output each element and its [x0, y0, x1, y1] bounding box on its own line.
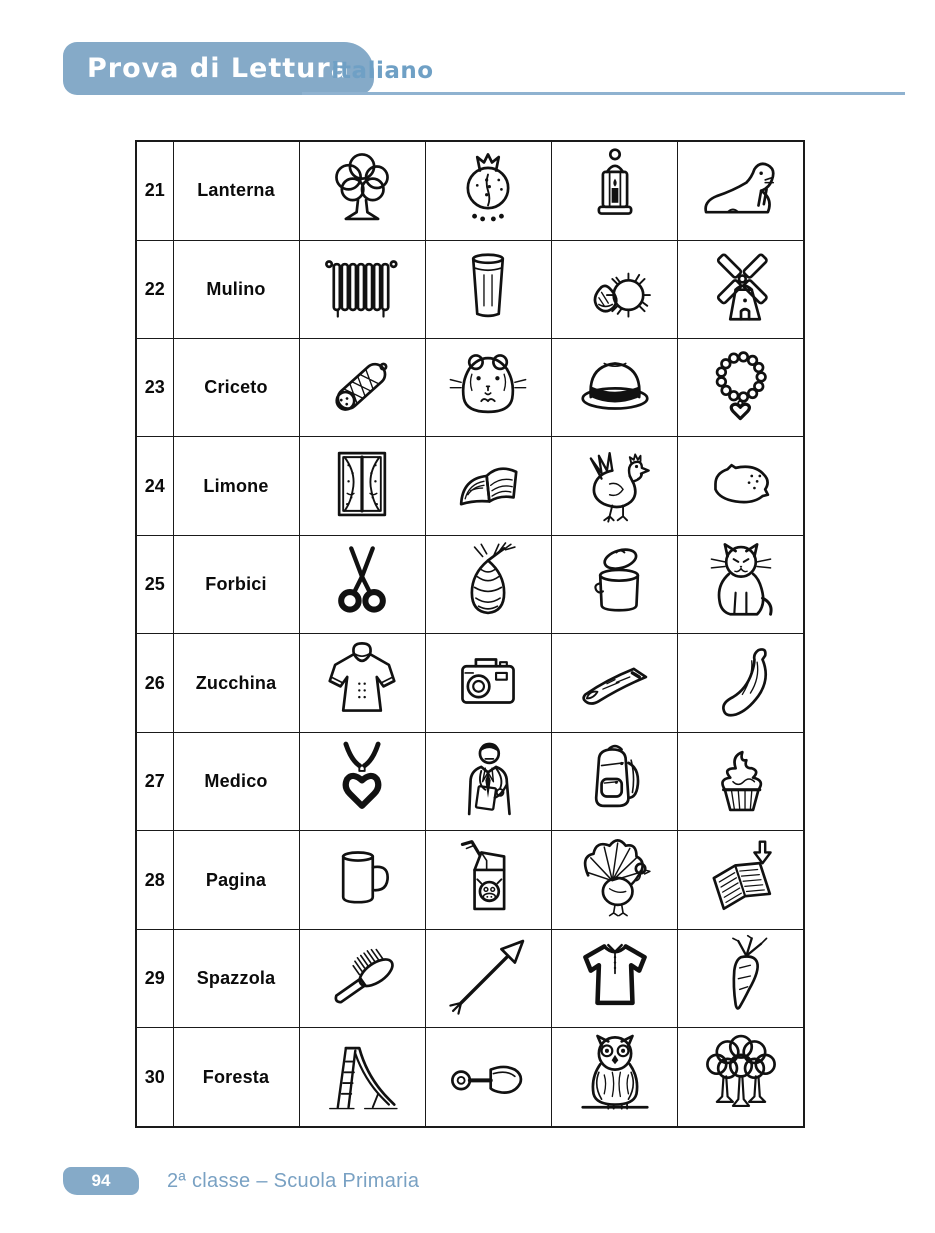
- option-cell[interactable]: [425, 141, 551, 240]
- target-word: Limone: [173, 437, 299, 535]
- lemon-icon: [698, 441, 784, 527]
- option-cell[interactable]: [552, 732, 678, 830]
- option-cell[interactable]: [678, 240, 804, 338]
- table-row: [136, 929, 804, 1027]
- footer-caption: 2ª classe – Scuola Primaria: [167, 1170, 420, 1192]
- option-cell[interactable]: [299, 1028, 425, 1127]
- option-cell[interactable]: [678, 1028, 804, 1127]
- necklace-icon: [698, 342, 784, 428]
- option-cell[interactable]: [425, 339, 551, 437]
- walrus-icon: [698, 145, 784, 231]
- hairbrush-icon: [319, 933, 405, 1019]
- option-cell[interactable]: [425, 535, 551, 633]
- hat-icon: [572, 342, 658, 428]
- option-cell[interactable]: [299, 732, 425, 830]
- radiator-icon: [319, 244, 405, 330]
- carrot-icon: [698, 933, 784, 1019]
- turkey-icon: [572, 835, 658, 921]
- target-word: Criceto: [173, 339, 299, 437]
- target-word: Medico: [173, 732, 299, 830]
- polo-shirt-icon: [572, 933, 658, 1019]
- option-cell[interactable]: [678, 634, 804, 732]
- table-row: [136, 240, 804, 338]
- page-number: 94: [91, 1171, 111, 1190]
- heart-necklace-icon: [319, 736, 405, 822]
- scissors-icon: [319, 539, 405, 625]
- lantern-icon: [572, 145, 658, 231]
- target-word: Forbici: [173, 535, 299, 633]
- option-cell[interactable]: [425, 732, 551, 830]
- row-number: 24: [136, 437, 173, 535]
- target-word: Zucchina: [173, 634, 299, 732]
- option-cell[interactable]: [678, 535, 804, 633]
- option-cell[interactable]: [299, 929, 425, 1027]
- table-row: [136, 831, 804, 929]
- row-number: 29: [136, 929, 173, 1027]
- glass-icon: [445, 244, 531, 330]
- option-cell[interactable]: [299, 141, 425, 240]
- pinecone-icon: [445, 539, 531, 625]
- option-cell[interactable]: [552, 535, 678, 633]
- table-row: [136, 1028, 804, 1127]
- table-row: [136, 535, 804, 633]
- page-title: Prova di Lettura: [87, 53, 350, 84]
- target-word: Foresta: [173, 1028, 299, 1127]
- row-number: 21: [136, 141, 173, 240]
- option-cell[interactable]: [678, 929, 804, 1027]
- option-cell[interactable]: [299, 634, 425, 732]
- target-word: Mulino: [173, 240, 299, 338]
- option-cell[interactable]: [552, 339, 678, 437]
- option-cell[interactable]: [425, 240, 551, 338]
- tree-icon: [319, 145, 405, 231]
- row-number: 27: [136, 732, 173, 830]
- zucchini-icon: [698, 638, 784, 724]
- forest-icon: [698, 1032, 784, 1118]
- option-cell[interactable]: [552, 831, 678, 929]
- option-cell[interactable]: [299, 831, 425, 929]
- option-cell[interactable]: [552, 240, 678, 338]
- option-cell[interactable]: [299, 535, 425, 633]
- page-title-badge: [63, 42, 374, 95]
- target-word: Spazzola: [173, 929, 299, 1027]
- picture-table: [135, 140, 805, 1128]
- picture-table-body: [136, 141, 804, 1127]
- milk-carton-icon: [445, 835, 531, 921]
- option-cell[interactable]: [678, 437, 804, 535]
- option-cell[interactable]: [678, 831, 804, 929]
- table-row: [136, 634, 804, 732]
- option-cell[interactable]: [678, 339, 804, 437]
- open-book-icon: [445, 441, 531, 527]
- option-cell[interactable]: [678, 141, 804, 240]
- option-cell[interactable]: [425, 437, 551, 535]
- table-row: [136, 339, 804, 437]
- backpack-icon: [572, 736, 658, 822]
- windmill-icon: [698, 244, 784, 330]
- raincoat-icon: [319, 638, 405, 724]
- shovel-icon: [445, 1032, 531, 1118]
- row-number: 25: [136, 535, 173, 633]
- hamster-icon: [445, 342, 531, 428]
- target-word: Pagina: [173, 831, 299, 929]
- slide-icon: [319, 1032, 405, 1118]
- camera-icon: [445, 638, 531, 724]
- chestnuts-icon: [572, 244, 658, 330]
- newspaper-icon: [572, 638, 658, 724]
- option-cell[interactable]: [425, 1028, 551, 1127]
- option-cell[interactable]: [425, 831, 551, 929]
- table-row: [136, 141, 804, 240]
- subject-label: Italiano: [331, 58, 434, 84]
- doctor-icon: [445, 736, 531, 822]
- kitten-icon: [698, 539, 784, 625]
- pomegranate-icon: [445, 145, 531, 231]
- table-row: [136, 437, 804, 535]
- page-number-badge: [63, 1167, 139, 1195]
- arrow-icon: [445, 933, 531, 1019]
- cupcake-icon: [698, 736, 784, 822]
- mug-icon: [319, 835, 405, 921]
- table-row: [136, 732, 804, 830]
- header-rule: [302, 92, 905, 95]
- salami-icon: [319, 342, 405, 428]
- option-cell[interactable]: [552, 141, 678, 240]
- option-cell[interactable]: [425, 929, 551, 1027]
- option-cell[interactable]: [552, 634, 678, 732]
- option-cell[interactable]: [552, 929, 678, 1027]
- option-cell[interactable]: [678, 732, 804, 830]
- row-number: 23: [136, 339, 173, 437]
- pot-icon: [572, 539, 658, 625]
- row-number: 22: [136, 240, 173, 338]
- row-number: 30: [136, 1028, 173, 1127]
- book-page-arrow-icon: [698, 835, 784, 921]
- row-number: 28: [136, 831, 173, 929]
- option-cell[interactable]: [299, 437, 425, 535]
- window-curtains-icon: [319, 441, 405, 527]
- option-cell[interactable]: [552, 1028, 678, 1127]
- hen-icon: [572, 441, 658, 527]
- target-word: Lanterna: [173, 141, 299, 240]
- option-cell[interactable]: [299, 240, 425, 338]
- owl-icon: [572, 1032, 658, 1118]
- option-cell[interactable]: [299, 339, 425, 437]
- option-cell[interactable]: [425, 634, 551, 732]
- option-cell[interactable]: [552, 437, 678, 535]
- row-number: 26: [136, 634, 173, 732]
